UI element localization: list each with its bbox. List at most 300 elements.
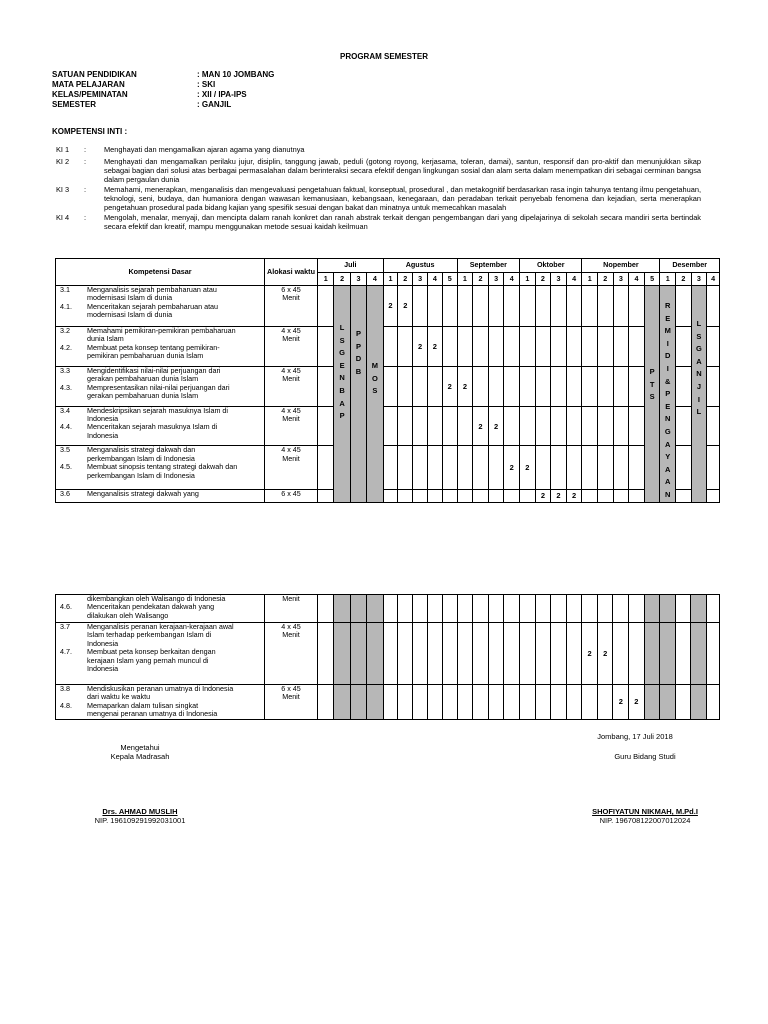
week-number: 1 (520, 273, 536, 286)
week-number: 4 (427, 273, 442, 286)
kd-text: Menceritakan sejarah pembaharuan atau (87, 301, 219, 311)
vertical-label-ls: L S G A N J I L (696, 319, 702, 417)
week-cell (383, 326, 398, 366)
kd-text: Menganalisis peranan kerajaan-kerajaan awal (87, 622, 234, 631)
week-cell (676, 446, 692, 489)
week-number: 3 (350, 273, 366, 286)
week-cell (676, 326, 692, 366)
ki-colon: : (84, 145, 87, 154)
week-cell (613, 406, 629, 446)
info-row-satuan (52, 70, 274, 80)
signature-right-name: SHOFIYATUN NIKMAH, M.Pd.I (592, 807, 698, 816)
week-number: 3 (691, 273, 707, 286)
week-cell (383, 406, 398, 446)
week-number: 2 (473, 273, 489, 286)
week-cell (660, 286, 676, 503)
kd-number: 3.3 (60, 366, 70, 375)
week-cell (427, 489, 442, 502)
week-cell (383, 446, 398, 489)
week-cell (566, 623, 582, 685)
week-cell (707, 685, 720, 720)
vertical-label-lsp: L S G E N B A P (339, 323, 345, 421)
vertical-label-ppdb: P P D B (355, 329, 362, 376)
ki-text: Menghayati dan mengamalkan perilaku jujur, disiplin, tanggung jawab, peduli (gotong royong, kerjasama, toleran, damai), santun, responsif dan pro-aktif dan menunjukkan sikap sebagai bagian dari solusi atas berbagai permasalahan dalam berinteraksi secara efektif dengan lingkungan sosial dan alam serta dalam menempatkan diri sebagai cerminan bangsa dalam pergaulan dunia (104, 157, 701, 185)
week-cell (660, 623, 676, 685)
ki-code: KI 3 (56, 185, 70, 194)
alokasi-value: Menit (282, 594, 300, 603)
ki-text: Memahami, menerapkan, menganalisis dan mengevaluasi pengetahuan faktual, konseptual, prosedural , dan metakognitif berdasarkan rasa ingin tahunya tentang ilmu pengetahuan, teknologi, seni, budaya, dan humaniora dengan wawasan kemanusiaan, kebangsaan, kenegaraan, dan peradaban terkait penyebab fenomena dan kejadian, serta menerapkan pengetahuan prosedural pada bidang kajian yang spesifik sesuai dengan bakat dan minatnya untuk memecahkan masalah (104, 185, 701, 213)
week-cell (504, 595, 520, 623)
week-cell (519, 595, 535, 623)
week-cell (519, 623, 535, 685)
kd-text: Menceritakan sejarah masuknya Islam di (87, 422, 218, 432)
week-cell (488, 286, 504, 327)
week-cell (582, 685, 598, 720)
week-number: 5 (442, 273, 457, 286)
kd-text: dikembangkan oleh Walisango di Indonesia (87, 594, 226, 603)
week-cell (457, 326, 473, 366)
kd-text: Islam terhadap perkembangan Islam di (87, 630, 212, 640)
week-cell (613, 446, 629, 489)
kd-text: dari waktu ke waktu (87, 692, 151, 702)
week-cell (707, 595, 720, 623)
signature-left-name: Drs. AHMAD MUSLIH (102, 807, 178, 816)
week-cell (427, 446, 442, 489)
week-number: 4 (566, 273, 582, 286)
week-cell (442, 489, 457, 502)
kd-text: Menganalisis sejarah pembaharuan atau (87, 285, 217, 294)
kd-text: Menganalisis strategi dakwah dan (87, 445, 196, 455)
week-cell (566, 685, 582, 720)
kd-cell (56, 406, 265, 446)
ki-item (56, 213, 701, 231)
week-cell (442, 685, 457, 720)
week-cell (504, 623, 520, 685)
week-cell (457, 595, 473, 623)
kd-number: 3.5 (60, 445, 70, 455)
kd-number: 4.6. (60, 602, 72, 612)
kd-line (56, 472, 264, 480)
week-cell (457, 489, 473, 502)
week-cell (566, 366, 582, 406)
week-cell (535, 406, 551, 446)
schedule-table (55, 258, 720, 503)
kd-text: kerajaan Islam yang pernah muncul di (87, 655, 209, 665)
week-cell (582, 406, 598, 446)
week-cell (691, 595, 707, 623)
alokasi-value: Menit (282, 374, 300, 384)
schedule-value: 2 (629, 685, 645, 720)
week-cell (551, 406, 567, 446)
alokasi-cell (265, 595, 318, 623)
week-cell (675, 595, 691, 623)
week-cell (551, 623, 567, 685)
week-cell (413, 623, 428, 685)
week-number: 1 (457, 273, 473, 286)
week-cell (707, 326, 720, 366)
week-cell (318, 406, 334, 446)
alokasi-cell (265, 685, 318, 720)
week-cell (473, 489, 489, 502)
week-cell (488, 446, 504, 489)
week-cell (551, 685, 567, 720)
week-cell (598, 446, 614, 489)
week-cell (504, 685, 520, 720)
alokasi-value: 4 x 45 (281, 406, 301, 415)
ki-code: KI 2 (56, 157, 70, 166)
info-value: : MAN 10 JOMBANG (197, 70, 275, 79)
alokasi-cell (265, 446, 318, 489)
ki-colon: : (84, 157, 87, 166)
week-cell (598, 406, 614, 446)
week-cell (398, 406, 413, 446)
week-cell (334, 623, 350, 685)
week-cell (613, 623, 629, 685)
kd-text: gerakan pembaharuan dunia Islam (87, 390, 199, 400)
week-cell (691, 685, 707, 720)
kd-line (56, 490, 264, 498)
week-cell (629, 326, 645, 366)
kd-text: Menganalisis strategi dakwah yang (87, 489, 199, 498)
week-cell (613, 489, 629, 502)
week-cell (318, 326, 334, 366)
kd-number: 3.6 (60, 489, 70, 498)
info-key: KELAS/PEMINATAN (52, 90, 128, 99)
week-cell (318, 286, 334, 327)
info-value: : GANJIL (197, 100, 232, 109)
month-header: Nopember (582, 259, 660, 273)
week-cell (398, 489, 413, 502)
schedule-value: 2 (566, 489, 582, 502)
kd-number: 4.3. (60, 382, 72, 392)
kd-text: perkembangan Islam di Indonesia (87, 453, 195, 463)
kd-text: Indonesia (87, 414, 119, 424)
ki-item (56, 145, 701, 154)
week-cell (442, 623, 457, 685)
month-header: Desember (660, 259, 720, 273)
kd-text: Membuat peta konsep tentang pemikiran- (87, 342, 220, 352)
ki-code: KI 4 (56, 213, 70, 222)
week-cell (334, 595, 350, 623)
week-cell (551, 595, 567, 623)
signature-left-role2: Kepala Madrasah (110, 752, 170, 761)
alokasi-value: 4 x 45 (281, 366, 301, 375)
info-key: SEMESTER (52, 100, 97, 109)
week-cell (629, 623, 645, 685)
signature-right-role: Guru Bidang Studi (614, 752, 676, 761)
week-cell (473, 595, 489, 623)
alokasi-value: 6 x 45 (281, 285, 301, 294)
table-row (56, 326, 720, 366)
week-cell (398, 595, 413, 623)
week-cell (457, 446, 473, 489)
table-row (56, 685, 720, 720)
kd-cell (56, 286, 265, 327)
week-cell (707, 406, 720, 446)
week-number: 3 (488, 273, 504, 286)
info-value: : XII / IPA-IPS (197, 90, 247, 99)
week-cell (457, 286, 473, 327)
week-cell (398, 685, 413, 720)
kd-text: perkembangan Islam di Indonesia (87, 470, 195, 480)
alokasi-value: 4 x 45 (281, 622, 301, 631)
table-row (56, 595, 720, 623)
week-cell (398, 326, 413, 366)
info-key: MATA PELAJARAN (52, 80, 125, 89)
week-cell (629, 446, 645, 489)
week-cell (613, 366, 629, 406)
ki-text: Menghayati dan mengamalkan ajaran agama yang dianutnya (104, 145, 305, 154)
week-cell (473, 366, 489, 406)
kd-text: Menceritakan pendekatan dakwah yang (87, 602, 215, 612)
week-cell (413, 446, 428, 489)
header-alokasi-waktu: Alokasi waktu (265, 259, 318, 286)
ki-colon: : (84, 213, 87, 222)
kd-text: dunia Islam (87, 334, 124, 344)
info-key: SATUAN PENDIDIKAN (52, 70, 137, 79)
vertical-label-remidi: R E M I D I & P E N G A Y A A N (664, 301, 671, 499)
week-cell (644, 595, 660, 623)
week-cell (707, 286, 720, 327)
kd-line (56, 665, 264, 673)
week-cell (488, 489, 504, 502)
week-cell (442, 595, 457, 623)
kd-number: 4.7. (60, 647, 72, 657)
week-cell (488, 685, 504, 720)
kd-text: Membuat sinopsis tentang strategi dakwah dan (87, 462, 238, 472)
week-cell (473, 685, 489, 720)
kd-text: pemikiran pembaharuan dunia Islam (87, 351, 204, 361)
week-cell (644, 623, 660, 685)
week-cell (383, 489, 398, 502)
week-cell (676, 406, 692, 446)
week-cell (398, 366, 413, 406)
schedule-value: 2 (457, 366, 473, 406)
kd-text: Membuat peta konsep berkaitan dengan (87, 647, 216, 657)
week-cell (442, 326, 457, 366)
week-cell (676, 489, 692, 502)
week-cell (383, 685, 398, 720)
alokasi-cell (265, 286, 318, 327)
week-cell (398, 623, 413, 685)
week-cell (613, 595, 629, 623)
schedule-value: 2 (398, 286, 413, 327)
week-cell (535, 366, 551, 406)
week-cell (676, 286, 692, 327)
kd-cell (56, 595, 265, 623)
week-cell (413, 685, 428, 720)
alokasi-cell (265, 366, 318, 406)
schedule-value: 2 (427, 326, 442, 366)
schedule-value: 2 (383, 286, 398, 327)
schedule-value: 2 (597, 623, 613, 685)
info-row-mapel (52, 80, 274, 90)
week-cell (520, 489, 536, 502)
week-number: 4 (707, 273, 720, 286)
kd-text: Mengidentifikasi nilai-nilai perjuangan dari (87, 366, 221, 375)
week-cell (566, 286, 582, 327)
week-cell (551, 286, 567, 327)
week-cell (598, 326, 614, 366)
week-cell (535, 595, 551, 623)
kd-number: 4.4. (60, 422, 72, 432)
kd-cell (56, 489, 265, 502)
table-row (56, 489, 720, 502)
week-cell (504, 326, 520, 366)
ki-item (56, 185, 701, 213)
week-cell (582, 326, 598, 366)
kd-text: Memahami pemikiran-pemikiran pembaharuan (87, 326, 236, 335)
week-cell (676, 366, 692, 406)
schedule-value: 2 (473, 406, 489, 446)
week-cell (318, 685, 334, 720)
alokasi-value: 6 x 45 (281, 684, 301, 693)
kd-cell (56, 366, 265, 406)
week-cell (566, 406, 582, 446)
week-cell (398, 446, 413, 489)
week-cell (350, 685, 366, 720)
kd-cell (56, 326, 265, 366)
week-number: 3 (551, 273, 567, 286)
week-cell (613, 286, 629, 327)
week-cell (334, 286, 350, 503)
week-cell (488, 326, 504, 366)
week-cell (535, 446, 551, 489)
week-cell (488, 595, 504, 623)
week-cell (457, 623, 473, 685)
week-number: 1 (660, 273, 676, 286)
signature-right-nip: NIP. 196708122007012024 (599, 816, 691, 825)
week-cell (350, 595, 366, 623)
week-cell (566, 595, 582, 623)
alokasi-value: Menit (282, 334, 300, 344)
kd-text: Indonesia (87, 664, 119, 674)
kd-text: Mendiskusikan peranan umatnya di Indonesia (87, 684, 234, 693)
table-row (56, 366, 720, 406)
kd-line (56, 311, 264, 319)
document-title: PROGRAM SEMESTER (339, 52, 428, 61)
kd-text: mengenai peranan umatnya di Indonesia (87, 709, 218, 719)
schedule-table-continued (55, 594, 720, 720)
kd-text: Indonesia (87, 638, 119, 648)
week-cell (318, 595, 334, 623)
week-cell (504, 406, 520, 446)
week-cell (504, 286, 520, 327)
week-cell (504, 489, 520, 502)
week-cell (551, 446, 567, 489)
kd-text: modernisasi Islam di dunia (87, 293, 173, 303)
kd-line (56, 612, 264, 620)
week-cell (613, 326, 629, 366)
week-cell (535, 326, 551, 366)
schedule-value: 2 (442, 366, 457, 406)
week-cell (551, 326, 567, 366)
kd-line (56, 352, 264, 360)
info-row-kelas (52, 90, 274, 100)
week-cell (597, 595, 613, 623)
alokasi-value: 4 x 45 (281, 326, 301, 335)
week-cell (383, 623, 398, 685)
week-cell (660, 685, 676, 720)
alokasi-value: Menit (282, 414, 300, 424)
kd-number: 4.5. (60, 462, 72, 472)
alokasi-value: Menit (282, 293, 300, 303)
week-cell (383, 595, 398, 623)
ki-code: KI 1 (56, 145, 70, 154)
week-number: 4 (629, 273, 645, 286)
week-cell (660, 595, 676, 623)
table-row (56, 286, 720, 327)
week-cell (367, 286, 383, 503)
signature-date: Jombang, 17 Juli 2018 (597, 732, 673, 741)
signature-left-role1: Mengetahui (120, 743, 160, 752)
kd-number: 3.4 (60, 406, 70, 415)
week-cell (457, 406, 473, 446)
week-cell (367, 685, 383, 720)
week-number: 2 (676, 273, 692, 286)
info-row-semester (52, 100, 274, 110)
identity-block (52, 70, 274, 110)
week-cell (427, 406, 442, 446)
week-cell (442, 286, 457, 327)
week-cell (597, 685, 613, 720)
schedule-value: 2 (413, 326, 428, 366)
week-cell (598, 489, 614, 502)
kd-text: Mempresentasikan nilai-nilai perjuangan dari (87, 382, 230, 392)
week-cell (566, 326, 582, 366)
week-cell (427, 366, 442, 406)
week-number: 2 (334, 273, 350, 286)
kd-line (56, 710, 264, 718)
kd-number: 3.2 (60, 326, 70, 335)
kd-text: Memaparkan dalam tulisan singkat (87, 700, 199, 710)
week-number: 1 (383, 273, 398, 286)
week-cell (582, 446, 598, 489)
vertical-label-pts: P T S (649, 367, 655, 402)
week-cell (566, 446, 582, 489)
week-cell (318, 623, 334, 685)
week-cell (629, 406, 645, 446)
week-cell (413, 406, 428, 446)
kd-cell (56, 685, 265, 720)
week-cell (629, 366, 645, 406)
week-cell (707, 446, 720, 489)
week-cell (367, 623, 383, 685)
week-cell (582, 366, 598, 406)
week-cell (350, 286, 366, 503)
kd-text: dilakukan oleh Walisango (87, 610, 169, 620)
week-number: 4 (367, 273, 383, 286)
week-number: 2 (398, 273, 413, 286)
week-cell (473, 623, 489, 685)
week-cell (427, 286, 442, 327)
kd-number: 4.2. (60, 342, 72, 352)
week-cell (457, 685, 473, 720)
alokasi-value: Menit (282, 692, 300, 702)
week-number: 3 (413, 273, 428, 286)
alokasi-value: Menit (282, 630, 300, 640)
week-cell (582, 595, 598, 623)
week-cell (598, 286, 614, 327)
week-cell (442, 406, 457, 446)
week-cell (691, 623, 707, 685)
month-header: Agustus (383, 259, 457, 273)
week-cell (413, 595, 428, 623)
kd-number: 4.8. (60, 700, 72, 710)
week-cell (598, 366, 614, 406)
week-cell (629, 595, 645, 623)
kd-line (56, 432, 264, 440)
